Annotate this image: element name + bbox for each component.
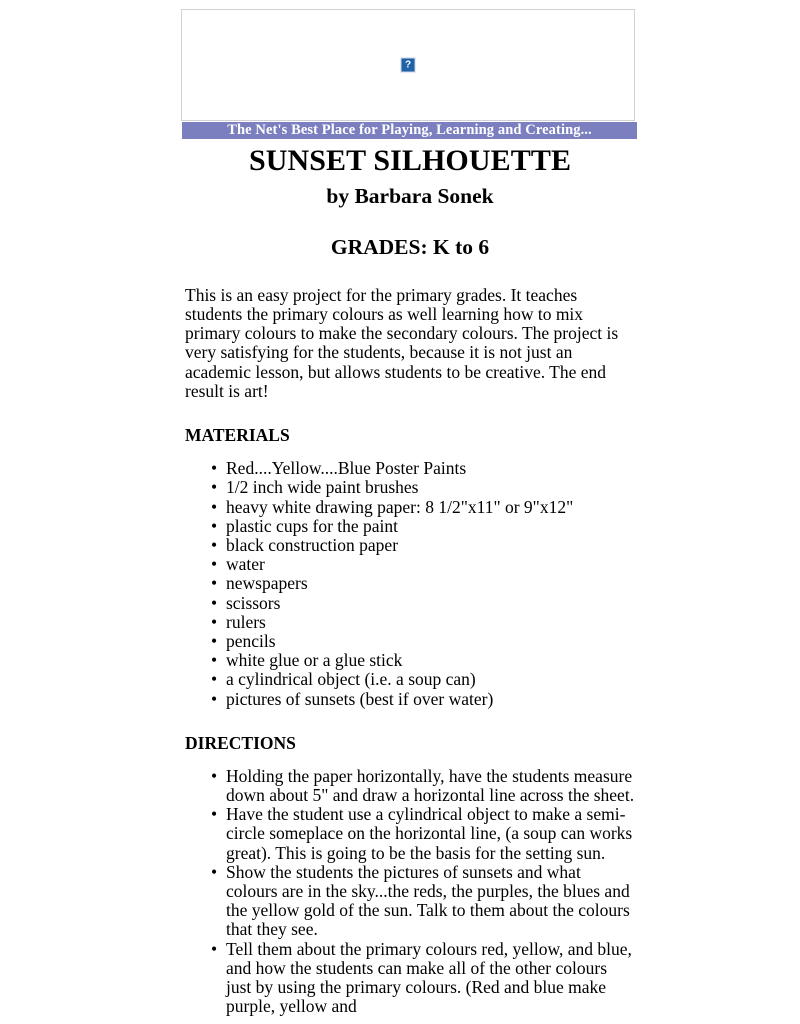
list-item: • heavy white drawing paper: 8 1/2"x11" or 9"x12" — [226, 498, 635, 517]
materials-list — [185, 459, 635, 709]
tagline-bar — [182, 122, 637, 139]
directions-list — [185, 767, 635, 1017]
document-content — [185, 144, 635, 1017]
list-item: • plastic cups for the paint — [226, 517, 635, 536]
list-item: • white glue or a glue stick — [226, 651, 635, 670]
list-item: • Have the student use a cylindrical object to make a semi-circle someplace on the horizontal line, (a soup can works great). This is going to be the basis for the setting sun. — [226, 805, 635, 863]
list-item: • rulers — [226, 613, 635, 632]
broken-image-icon: ? — [401, 58, 416, 73]
banner — [181, 9, 637, 138]
page-title: SUNSET SILHOUETTE — [248, 144, 572, 177]
list-item: • Show the students the pictures of sunsets and what colours are in the sky...the reds, the purples, the blues and the yellow gold of the sun. Talk to them about the colours that they see. — [226, 863, 635, 940]
list-item: • black construction paper — [226, 536, 635, 555]
list-item: • Tell them about the primary colours red, yellow, and blue, and how the students can make all of the other colours just by using the primary colours. (Red and blue make purple, yellow and — [226, 940, 635, 1017]
author-byline: by Barbara Sonek — [326, 183, 494, 208]
materials-heading: MATERIALS — [185, 424, 290, 445]
list-item: • Holding the paper horizontally, have the students measure down about 5" and draw a horizontal line across the sheet. — [226, 767, 635, 805]
list-item: • pencils — [226, 632, 635, 651]
directions-heading: DIRECTIONS — [185, 732, 296, 753]
grades-heading: GRADES: K to 6 — [330, 234, 490, 259]
list-item: • pictures of sunsets (best if over water) — [226, 690, 635, 709]
list-item: • 1/2 inch wide paint brushes — [226, 478, 635, 497]
list-item: • newspapers — [226, 574, 635, 593]
intro-paragraph: This is an easy project for the primary grades. It teaches students the primary colours as well learning how to mix primary colours to make the secondary colours. The project is very satisfying for the students, because it is not just an academic lesson, but allows students to be creative. The end result is art! — [185, 284, 619, 401]
banner-image-box[interactable] — [181, 9, 635, 121]
list-item: • a cylindrical object (i.e. a soup can) — [226, 670, 635, 689]
list-item: • water — [226, 555, 635, 574]
tagline-text: The Net's Best Place for Playing, Learning and Creating... — [227, 122, 592, 138]
list-item: • scissors — [226, 594, 635, 613]
list-item: • Red....Yellow....Blue Poster Paints — [226, 459, 635, 478]
